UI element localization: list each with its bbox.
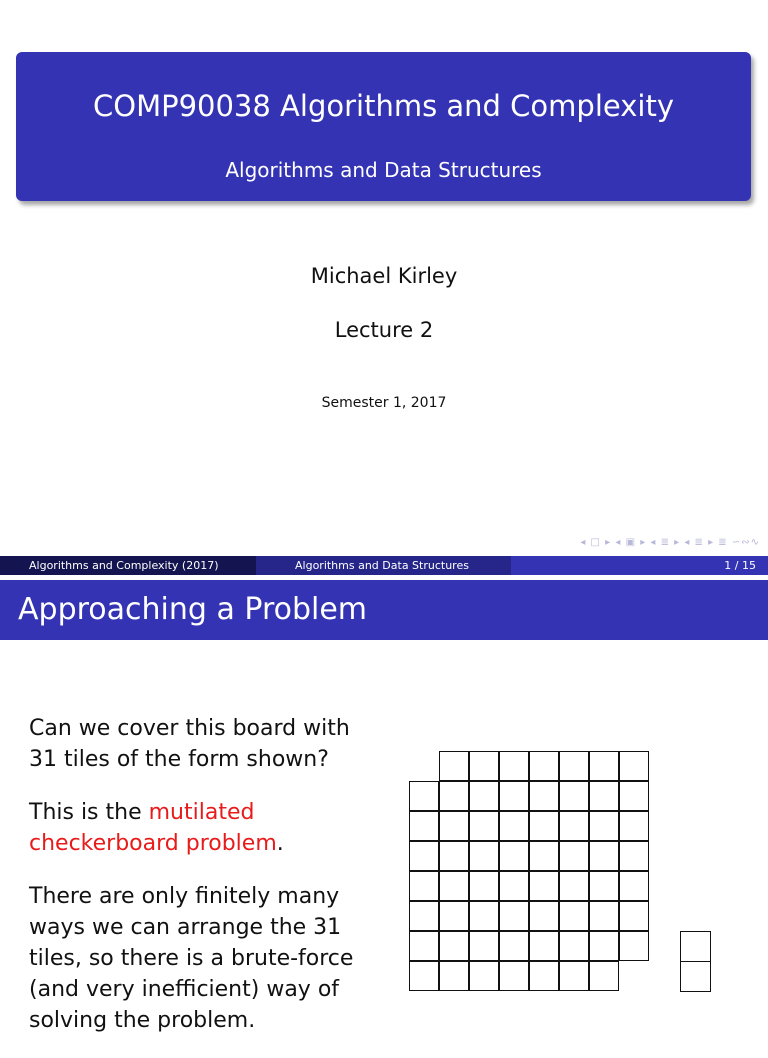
board-square [559, 811, 589, 841]
board-square [409, 961, 439, 991]
board-square [439, 781, 469, 811]
domino-bottom-square [680, 961, 711, 992]
frame-title: Approaching a Problem [18, 592, 368, 627]
domino-top-square [680, 931, 711, 962]
board-square [529, 781, 559, 811]
board-square [589, 961, 619, 991]
board-square [589, 901, 619, 931]
board-square [439, 931, 469, 961]
board-square [439, 871, 469, 901]
beamer-navigation-icons[interactable]: ◂ □ ▸ ◂ ▣ ▸ ◂ ≣ ▸ ◂ ≣ ▸ ≣ ∽∾∿ [580, 537, 760, 548]
slide-footer [0, 556, 768, 575]
board-square [559, 901, 589, 931]
board-square [499, 871, 529, 901]
board-square [409, 931, 439, 961]
presentation-title: COMP90038 Algorithms and Complexity [93, 89, 674, 123]
board-square [589, 811, 619, 841]
board-square [619, 931, 649, 961]
problem-prefix: This is the [29, 800, 149, 825]
board-square [469, 901, 499, 931]
board-square [529, 811, 559, 841]
board-square [439, 961, 469, 991]
question-paragraph: Can we cover this board with 31 tiles of the form shown? [29, 716, 350, 772]
board-square [619, 841, 649, 871]
board-square [469, 751, 499, 781]
board-square [499, 841, 529, 871]
board-square [559, 751, 589, 781]
board-square [499, 781, 529, 811]
board-square [529, 871, 559, 901]
board-square [529, 901, 559, 931]
board-square [529, 841, 559, 871]
board-square [499, 931, 529, 961]
mutilated-checkerboard [409, 751, 651, 992]
board-square [499, 751, 529, 781]
lecture-number: Lecture 2 [334, 318, 434, 342]
board-square [529, 931, 559, 961]
board-square [469, 931, 499, 961]
board-square [469, 811, 499, 841]
board-square [589, 871, 619, 901]
author-name: Michael Kirley [310, 264, 458, 288]
board-square [469, 781, 499, 811]
board-square [409, 781, 439, 811]
board-square [619, 811, 649, 841]
board-square [589, 841, 619, 871]
board-square [619, 751, 649, 781]
footer-course: Algorithms and Complexity (2017) [29, 559, 219, 572]
problem-name-paragraph [29, 797, 359, 859]
board-square [529, 751, 559, 781]
board-square [589, 931, 619, 961]
board-square [559, 871, 589, 901]
board-square [439, 901, 469, 931]
slide-body-text [29, 713, 359, 1058]
board-square [409, 901, 439, 931]
frame-title-bar [0, 580, 768, 640]
board-square [559, 781, 589, 811]
board-square [619, 901, 649, 931]
board-square [469, 841, 499, 871]
board-square [619, 781, 649, 811]
brute-force-paragraph: There are only finitely many ways we can arrange the 31 tiles, so there is a brute-force (and very inefficient) way of solving the problem. [29, 884, 354, 1033]
semester-date: Semester 1, 2017 [321, 395, 447, 411]
board-square [409, 841, 439, 871]
domino-tile [680, 931, 711, 992]
board-square [469, 871, 499, 901]
board-square [499, 811, 529, 841]
board-square [439, 811, 469, 841]
board-square [589, 751, 619, 781]
board-square [559, 931, 589, 961]
board-square [499, 961, 529, 991]
presentation-subtitle: Algorithms and Data Structures [225, 158, 542, 182]
problem-suffix: . [276, 831, 284, 856]
footer-page-number: 1 / 15 [724, 559, 756, 572]
footer-topic: Algorithms and Data Structures [295, 559, 469, 572]
board-square [409, 811, 439, 841]
board-square [559, 841, 589, 871]
board-square [589, 781, 619, 811]
board-square [439, 751, 469, 781]
board-square [529, 961, 559, 991]
board-square [469, 961, 499, 991]
mutilated-checkerboard-highlight: mutilated checkerboard problem [29, 800, 277, 856]
board-square [559, 961, 589, 991]
title-box [16, 52, 751, 201]
board-square [439, 841, 469, 871]
board-square [409, 871, 439, 901]
board-square [619, 871, 649, 901]
board-square [499, 901, 529, 931]
